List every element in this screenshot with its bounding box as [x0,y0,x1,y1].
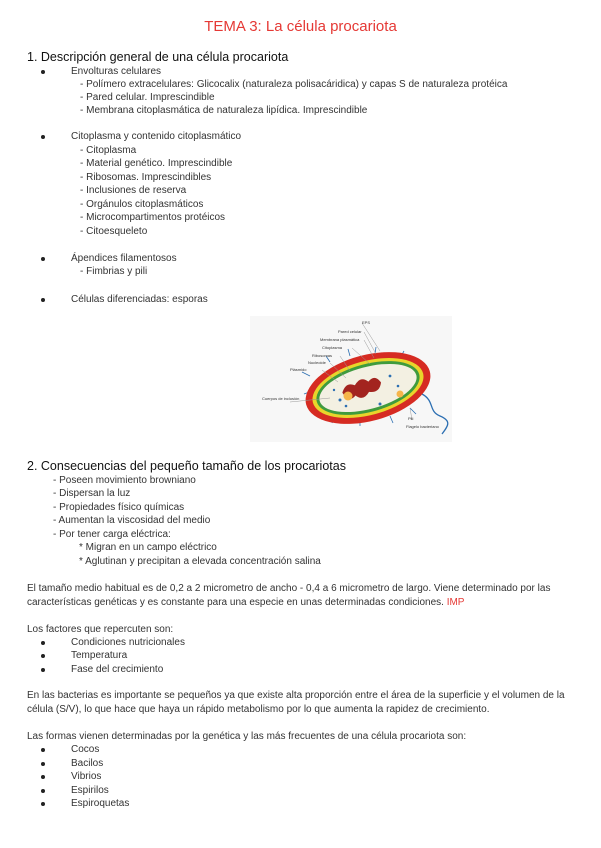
list-item: Envolturas celulares [71,66,162,77]
paragraph-sv-line2: célula (S/V), lo que hace que haya un rápido metabolismo por lo que aumenta la rapidez de crecimiento. [27,704,490,715]
list-item: Cocos [71,744,100,755]
section2-heading: 2. Consecuencias del pequeño tamaño de los procariotas [27,459,346,473]
page-title: TEMA 3: La célula procariota [204,18,397,35]
label-cuerpos: Cuerpos de inclusión [262,396,300,401]
list-item: Fase del crecimiento [71,664,164,675]
list-item: - Fimbrias y pili [80,266,148,277]
list-item: Espirilos [71,785,109,796]
list-item: Citoplasma y contenido citoplasmático [71,131,242,142]
list-item: * Migran en un campo eléctrico [79,542,217,553]
list-item: - Citoesqueleto [80,226,148,237]
prokaryotic-cell-diagram [250,316,452,442]
label-nucleoide: Nucleoide [308,360,326,365]
label-membrana: Membrana plasmática [320,337,360,342]
list-item: - Inclusiones de reserva [80,185,187,196]
section1-heading: 1. Descripción general de una célula procariota [27,50,289,64]
imp-tag: IMP [446,597,465,608]
list-item: - Propiedades físico químicas [53,502,185,513]
list-item: Células diferenciadas: esporas [71,294,208,305]
list-item: - Material genético. Imprescindible [80,158,233,169]
list-item: - Polímero extracelulares: Glicocalix (naturaleza polisacáridica) y capas S de naturaleza protéica [80,79,508,90]
list-item: - Pared celular. Imprescindible [80,92,215,103]
label-ribosomas: Ribosomas [312,353,333,358]
label-eps: EPS [362,320,371,325]
paragraph-text: características genéticas y es constante para una especie en unas determinadas condiciones. [27,597,444,608]
list-item: - Membrana citoplasmática de naturaleza lipídica. Imprescindible [80,105,368,116]
list-item: Vibrios [71,771,102,782]
paragraph-sv-line1: En las bacterias es importante se pequeños ya que existe alta proporción entre el área de la superficie y el volumen de la [27,690,565,701]
list-item: - Poseen movimiento browniano [53,475,196,486]
paragraph-size-line2 [27,597,464,608]
list-item: - Aumentan la viscosidad del medio [53,515,211,526]
list-item: - Citoplasma [80,145,137,156]
list-item: - Microcompartimentos protéicos [80,212,226,223]
forms-intro: Las formas vienen determinadas por la genética y las más frecuentes de una célula procariota son: [27,731,467,742]
list-item: - Dispersan la luz [53,488,131,499]
label-pili: Pili [408,416,414,421]
list-item: * Aglutinan y precipitan a elevada concentración salina [79,556,321,567]
list-item: Ápendices filamentosos [71,253,177,264]
list-item: Temperatura [71,650,128,661]
list-item: Condiciones nutricionales [71,637,185,648]
label-plasmido: Plásmido [290,367,307,372]
list-item: Bacilos [71,758,104,769]
factors-intro: Los factores que repercuten son: [27,624,174,635]
label-citoplasma: Citoplasma [322,345,343,350]
label-pared: Pared celular [338,329,362,334]
list-item: - Orgánulos citoplasmáticos [80,199,204,210]
list-item: - Ribosomas. Imprescindibles [80,172,212,183]
paragraph-size-line1: El tamaño medio habitual es de 0,2 a 2 micrometro de ancho - 0,4 a 6 micrometro de largo. Viene determinado por las [27,583,551,594]
list-item: Espiroquetas [71,798,130,809]
list-item: - Por tener carga eléctrica: [53,529,171,540]
label-flagelo: Flagelo bacteriano [406,424,439,429]
